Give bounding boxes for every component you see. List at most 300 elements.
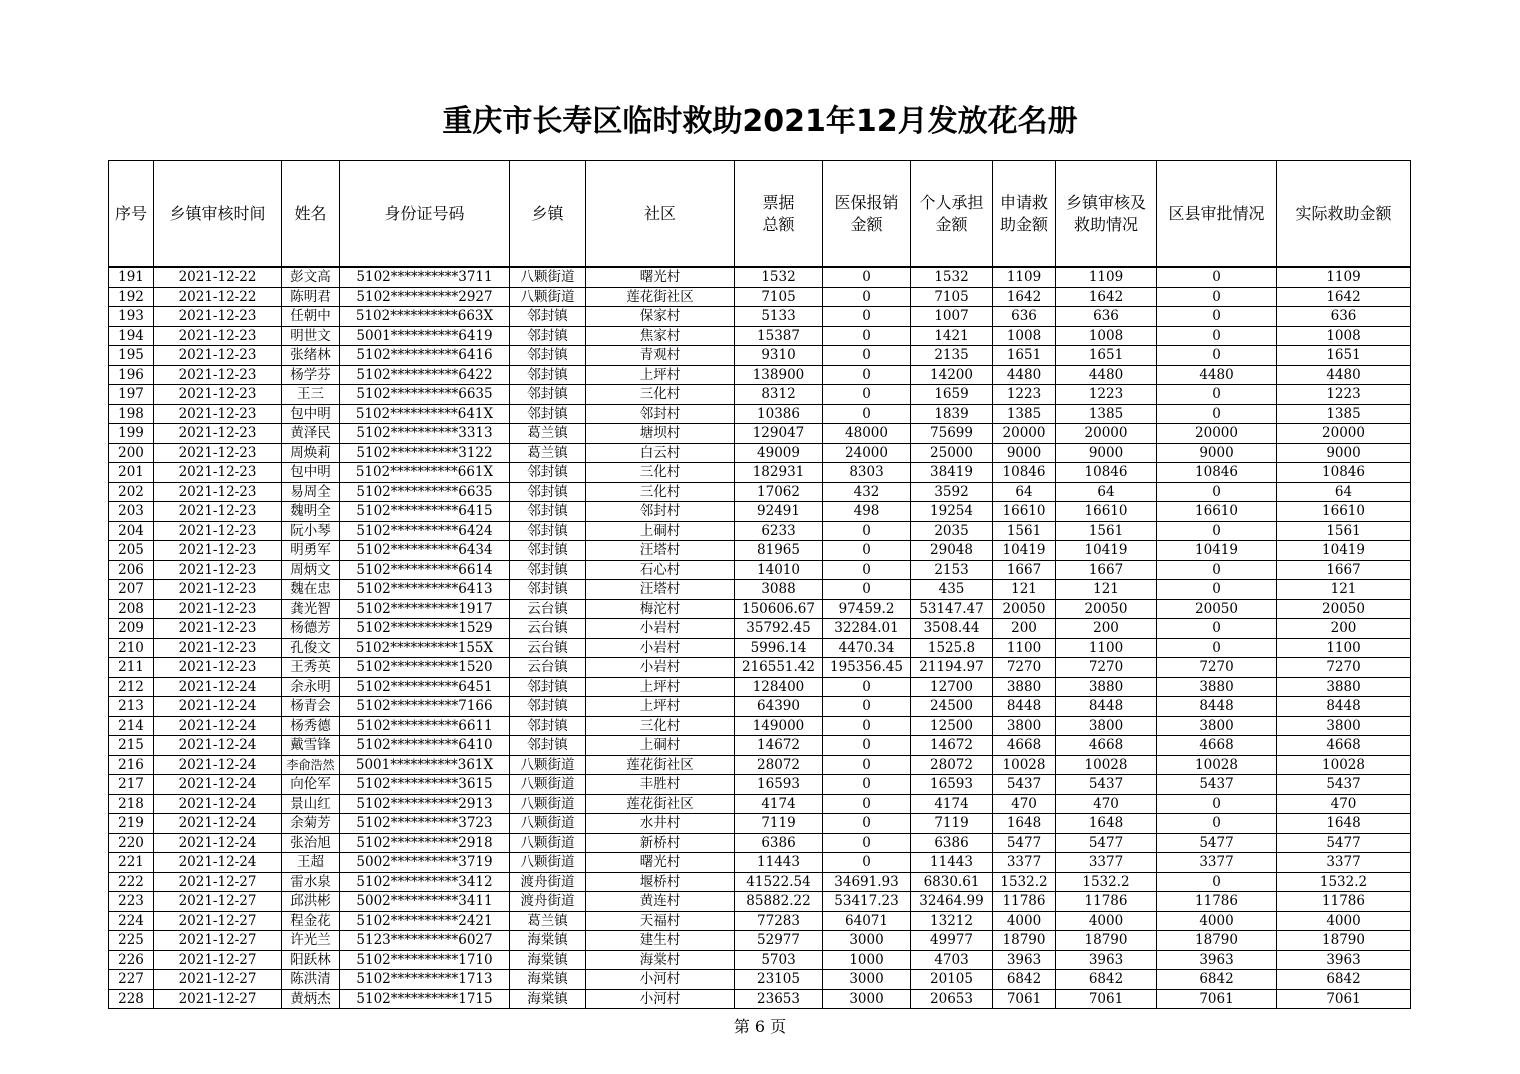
table-cell: 20050 bbox=[1157, 599, 1277, 619]
table-row bbox=[109, 658, 1411, 678]
table-cell: 邻封镇 bbox=[510, 307, 586, 327]
table-cell: 20000 bbox=[1157, 424, 1277, 444]
table-cell: 4174 bbox=[911, 794, 993, 814]
table-cell: 498 bbox=[823, 502, 911, 522]
table-cell: 2021-12-24 bbox=[154, 736, 282, 756]
table-cell: 8303 bbox=[823, 463, 911, 483]
table-cell: 1008 bbox=[1277, 326, 1411, 346]
table-cell: 6233 bbox=[735, 521, 823, 541]
table-row bbox=[109, 619, 1411, 639]
table-cell: 6842 bbox=[1056, 970, 1157, 990]
table-cell: 14672 bbox=[735, 736, 823, 756]
table-cell: 0 bbox=[1157, 619, 1277, 639]
table-cell: 5102**********661X bbox=[340, 463, 510, 483]
table-cell: 5437 bbox=[1157, 775, 1277, 795]
table-cell: 易周全 bbox=[282, 482, 340, 502]
table-cell: 3000 bbox=[823, 931, 911, 951]
table-cell: 邻封镇 bbox=[510, 502, 586, 522]
table-row bbox=[109, 794, 1411, 814]
table-cell: 32464.99 bbox=[911, 892, 993, 912]
table-cell: 陈明君 bbox=[282, 287, 340, 307]
table-cell: 196 bbox=[109, 365, 154, 385]
table-cell: 海棠村 bbox=[586, 950, 735, 970]
table-cell: 杨德芳 bbox=[282, 619, 340, 639]
column-header: 社区 bbox=[586, 161, 735, 268]
table-cell: 5102**********3122 bbox=[340, 443, 510, 463]
table-cell: 636 bbox=[993, 307, 1056, 327]
table-cell: 八颗街道 bbox=[510, 267, 586, 287]
column-header: 乡镇审核及 救助情况 bbox=[1056, 161, 1157, 268]
table-cell: 2021-12-24 bbox=[154, 794, 282, 814]
table-cell: 八颗街道 bbox=[510, 833, 586, 853]
table-cell: 9000 bbox=[1277, 443, 1411, 463]
table-cell: 20000 bbox=[1056, 424, 1157, 444]
table-cell: 5437 bbox=[1277, 775, 1411, 795]
table-cell: 7061 bbox=[993, 989, 1056, 1009]
table-cell: 20050 bbox=[1056, 599, 1157, 619]
table-row bbox=[109, 424, 1411, 444]
table-cell: 5102**********6422 bbox=[340, 365, 510, 385]
table-row bbox=[109, 697, 1411, 717]
table-cell: 64 bbox=[1056, 482, 1157, 502]
table-cell: 5102**********6434 bbox=[340, 541, 510, 561]
table-cell: 10028 bbox=[993, 755, 1056, 775]
table-cell: 邻封镇 bbox=[510, 677, 586, 697]
table-cell: 1100 bbox=[993, 638, 1056, 658]
table-cell: 217 bbox=[109, 775, 154, 795]
table-cell: 211 bbox=[109, 658, 154, 678]
table-cell: 11443 bbox=[911, 853, 993, 873]
table-cell: 435 bbox=[911, 580, 993, 600]
table-cell: 程金花 bbox=[282, 911, 340, 931]
table-cell: 24500 bbox=[911, 697, 993, 717]
table-cell: 7119 bbox=[735, 814, 823, 834]
table-cell: 5477 bbox=[1056, 833, 1157, 853]
table-cell: 1007 bbox=[911, 307, 993, 327]
table-cell: 7270 bbox=[1277, 658, 1411, 678]
table-cell: 1839 bbox=[911, 404, 993, 424]
table-cell: 0 bbox=[823, 307, 911, 327]
table-cell: 2021-12-27 bbox=[154, 872, 282, 892]
table-cell: 208 bbox=[109, 599, 154, 619]
table-cell: 97459.2 bbox=[823, 599, 911, 619]
table-cell: 2021-12-27 bbox=[154, 989, 282, 1009]
table-cell: 227 bbox=[109, 970, 154, 990]
table-cell: 0 bbox=[1157, 794, 1277, 814]
relief-roster-table bbox=[108, 160, 1411, 1009]
table-cell: 1651 bbox=[993, 346, 1056, 366]
table-cell: 2021-12-23 bbox=[154, 482, 282, 502]
table-cell: 209 bbox=[109, 619, 154, 639]
table-cell: 7061 bbox=[1277, 989, 1411, 1009]
table-cell: 0 bbox=[1157, 307, 1277, 327]
table-cell: 2021-12-23 bbox=[154, 541, 282, 561]
table-cell: 魏在忠 bbox=[282, 580, 340, 600]
table-cell: 207 bbox=[109, 580, 154, 600]
table-cell: 9000 bbox=[1157, 443, 1277, 463]
table-cell: 2153 bbox=[911, 560, 993, 580]
table-cell: 11786 bbox=[993, 892, 1056, 912]
table-cell: 0 bbox=[1157, 638, 1277, 658]
column-header: 身份证号码 bbox=[340, 161, 510, 268]
table-cell: 201 bbox=[109, 463, 154, 483]
table-cell: 10846 bbox=[1056, 463, 1157, 483]
table-cell: 1100 bbox=[1056, 638, 1157, 658]
table-cell: 2021-12-23 bbox=[154, 385, 282, 405]
table-cell: 余永明 bbox=[282, 677, 340, 697]
table-cell: 3800 bbox=[993, 716, 1056, 736]
table-cell: 10028 bbox=[1277, 755, 1411, 775]
table-cell: 23653 bbox=[735, 989, 823, 1009]
table-cell: 1109 bbox=[1277, 267, 1411, 287]
table-cell: 2021-12-23 bbox=[154, 307, 282, 327]
table-cell: 新桥村 bbox=[586, 833, 735, 853]
table-cell: 上坪村 bbox=[586, 365, 735, 385]
table-cell: 王秀英 bbox=[282, 658, 340, 678]
table-cell: 八颗街道 bbox=[510, 775, 586, 795]
table-cell: 魏明全 bbox=[282, 502, 340, 522]
table-cell: 8448 bbox=[1056, 697, 1157, 717]
table-cell: 9000 bbox=[1056, 443, 1157, 463]
table-cell: 5102**********2421 bbox=[340, 911, 510, 931]
table-cell: 曙光村 bbox=[586, 853, 735, 873]
table-cell: 0 bbox=[823, 775, 911, 795]
table-cell: 海棠镇 bbox=[510, 970, 586, 990]
table-cell: 203 bbox=[109, 502, 154, 522]
table-row bbox=[109, 385, 1411, 405]
table-row bbox=[109, 775, 1411, 795]
table-cell: 0 bbox=[1157, 482, 1277, 502]
table-cell: 2021-12-24 bbox=[154, 716, 282, 736]
table-cell: 4668 bbox=[993, 736, 1056, 756]
table-cell: 4000 bbox=[1157, 911, 1277, 931]
table-cell: 2035 bbox=[911, 521, 993, 541]
table-cell: 雷水泉 bbox=[282, 872, 340, 892]
table-cell: 14200 bbox=[911, 365, 993, 385]
table-cell: 三化村 bbox=[586, 716, 735, 736]
table-cell: 5437 bbox=[1056, 775, 1157, 795]
table-cell: 2021-12-27 bbox=[154, 911, 282, 931]
table-cell: 2021-12-23 bbox=[154, 365, 282, 385]
table-cell: 邻封镇 bbox=[510, 463, 586, 483]
table-cell: 5477 bbox=[1277, 833, 1411, 853]
table-cell: 470 bbox=[1056, 794, 1157, 814]
table-cell: 25000 bbox=[911, 443, 993, 463]
table-cell: 1532.2 bbox=[993, 872, 1056, 892]
table-cell: 20000 bbox=[1277, 424, 1411, 444]
table-cell: 5102**********3723 bbox=[340, 814, 510, 834]
table-cell: 6842 bbox=[1277, 970, 1411, 990]
table-cell: 明世文 bbox=[282, 326, 340, 346]
table-cell: 云台镇 bbox=[510, 599, 586, 619]
table-row bbox=[109, 736, 1411, 756]
table-cell: 3880 bbox=[993, 677, 1056, 697]
table-cell: 八颗街道 bbox=[510, 814, 586, 834]
table-cell: 堰桥村 bbox=[586, 872, 735, 892]
table-cell: 10028 bbox=[1157, 755, 1277, 775]
table-cell: 1008 bbox=[1056, 326, 1157, 346]
table-cell: 周焕莉 bbox=[282, 443, 340, 463]
table-cell: 1532 bbox=[911, 267, 993, 287]
table-cell: 2021-12-23 bbox=[154, 502, 282, 522]
table-cell: 21194.97 bbox=[911, 658, 993, 678]
table-cell: 0 bbox=[823, 677, 911, 697]
table-cell: 1642 bbox=[1056, 287, 1157, 307]
table-cell: 小岩村 bbox=[586, 658, 735, 678]
table-cell: 200 bbox=[993, 619, 1056, 639]
table-cell: 16593 bbox=[911, 775, 993, 795]
table-cell: 2021-12-27 bbox=[154, 931, 282, 951]
table-cell: 邻封镇 bbox=[510, 365, 586, 385]
table-cell: 20000 bbox=[993, 424, 1056, 444]
table-cell: 4480 bbox=[1277, 365, 1411, 385]
table-row bbox=[109, 814, 1411, 834]
table-cell: 5102**********6416 bbox=[340, 346, 510, 366]
table-cell: 7270 bbox=[1056, 658, 1157, 678]
table-cell: 636 bbox=[1277, 307, 1411, 327]
table-cell: 1667 bbox=[1056, 560, 1157, 580]
table-row bbox=[109, 989, 1411, 1009]
table-cell: 2021-12-27 bbox=[154, 970, 282, 990]
table-cell: 0 bbox=[1157, 580, 1277, 600]
table-cell: 77283 bbox=[735, 911, 823, 931]
table-cell: 邻封村 bbox=[586, 404, 735, 424]
table-cell: 梅沱村 bbox=[586, 599, 735, 619]
table-cell: 11786 bbox=[1157, 892, 1277, 912]
table-cell: 1223 bbox=[1056, 385, 1157, 405]
table-cell: 3880 bbox=[1157, 677, 1277, 697]
table-cell: 214 bbox=[109, 716, 154, 736]
table-cell: 1000 bbox=[823, 950, 911, 970]
table-cell: 195356.45 bbox=[823, 658, 911, 678]
table-cell: 200 bbox=[109, 443, 154, 463]
table-cell: 53147.47 bbox=[911, 599, 993, 619]
table-cell: 上硐村 bbox=[586, 521, 735, 541]
table-row bbox=[109, 970, 1411, 990]
table-cell: 226 bbox=[109, 950, 154, 970]
table-cell: 黄连村 bbox=[586, 892, 735, 912]
table-cell: 5102**********7166 bbox=[340, 697, 510, 717]
table-cell: 5102**********6635 bbox=[340, 482, 510, 502]
table-cell: 3000 bbox=[823, 989, 911, 1009]
table-cell: 5102**********6611 bbox=[340, 716, 510, 736]
table-cell: 5102**********2927 bbox=[340, 287, 510, 307]
table-cell: 1651 bbox=[1056, 346, 1157, 366]
table-cell: 许光兰 bbox=[282, 931, 340, 951]
table-cell: 3800 bbox=[1056, 716, 1157, 736]
table-cell: 0 bbox=[823, 346, 911, 366]
table-cell: 莲花街社区 bbox=[586, 755, 735, 775]
table-row bbox=[109, 833, 1411, 853]
table-cell: 10846 bbox=[1277, 463, 1411, 483]
table-cell: 3880 bbox=[1277, 677, 1411, 697]
table-cell: 219 bbox=[109, 814, 154, 834]
table-cell: 0 bbox=[823, 287, 911, 307]
table-cell: 王三 bbox=[282, 385, 340, 405]
table-cell: 5102**********3615 bbox=[340, 775, 510, 795]
table-cell: 包中明 bbox=[282, 404, 340, 424]
table-cell: 0 bbox=[823, 697, 911, 717]
column-header: 个人承担 金额 bbox=[911, 161, 993, 268]
table-cell: 6842 bbox=[993, 970, 1056, 990]
table-cell: 汪塔村 bbox=[586, 541, 735, 561]
table-cell: 1008 bbox=[993, 326, 1056, 346]
table-cell: 0 bbox=[823, 755, 911, 775]
table-cell: 2021-12-23 bbox=[154, 599, 282, 619]
table-cell: 138900 bbox=[735, 365, 823, 385]
table-cell: 6386 bbox=[735, 833, 823, 853]
table-cell: 1651 bbox=[1277, 346, 1411, 366]
table-cell: 1642 bbox=[993, 287, 1056, 307]
table-cell: 3800 bbox=[1157, 716, 1277, 736]
table-cell: 5477 bbox=[1157, 833, 1277, 853]
table-cell: 小岩村 bbox=[586, 638, 735, 658]
table-cell: 5102**********1713 bbox=[340, 970, 510, 990]
table-cell: 20050 bbox=[993, 599, 1056, 619]
table-cell: 3508.44 bbox=[911, 619, 993, 639]
table-row bbox=[109, 404, 1411, 424]
table-cell: 杨秀德 bbox=[282, 716, 340, 736]
table-cell: 1385 bbox=[1277, 404, 1411, 424]
table-cell: 1532 bbox=[735, 267, 823, 287]
table-cell: 14010 bbox=[735, 560, 823, 580]
table-cell: 11786 bbox=[1056, 892, 1157, 912]
table-cell: 0 bbox=[823, 833, 911, 853]
table-cell: 191 bbox=[109, 267, 154, 287]
table-cell: 5102**********6410 bbox=[340, 736, 510, 756]
table-cell: 1561 bbox=[1277, 521, 1411, 541]
table-cell: 0 bbox=[823, 814, 911, 834]
table-cell: 八颗街道 bbox=[510, 755, 586, 775]
table-cell: 曙光村 bbox=[586, 267, 735, 287]
table-row bbox=[109, 716, 1411, 736]
table-cell: 3377 bbox=[1157, 853, 1277, 873]
table-cell: 10846 bbox=[993, 463, 1056, 483]
table-cell: 0 bbox=[1157, 346, 1277, 366]
table-cell: 云台镇 bbox=[510, 619, 586, 639]
table-cell: 龚光智 bbox=[282, 599, 340, 619]
table-cell: 204 bbox=[109, 521, 154, 541]
table-cell: 莲花街社区 bbox=[586, 287, 735, 307]
table-cell: 92491 bbox=[735, 502, 823, 522]
table-cell: 阮小琴 bbox=[282, 521, 340, 541]
column-header: 区县审批情况 bbox=[1157, 161, 1277, 268]
table-cell: 5102**********6413 bbox=[340, 580, 510, 600]
table-cell: 212 bbox=[109, 677, 154, 697]
table-cell: 2021-12-23 bbox=[154, 463, 282, 483]
table-cell: 197 bbox=[109, 385, 154, 405]
table-cell: 5102**********1917 bbox=[340, 599, 510, 619]
table-row bbox=[109, 580, 1411, 600]
table-row bbox=[109, 307, 1411, 327]
table-cell: 4000 bbox=[1056, 911, 1157, 931]
table-cell: 195 bbox=[109, 346, 154, 366]
table-cell: 葛兰镇 bbox=[510, 911, 586, 931]
table-cell: 2021-12-23 bbox=[154, 658, 282, 678]
table-cell: 邻封镇 bbox=[510, 385, 586, 405]
table-cell: 渡舟街道 bbox=[510, 872, 586, 892]
column-header: 乡镇 bbox=[510, 161, 586, 268]
table-cell: 20653 bbox=[911, 989, 993, 1009]
table-cell: 18790 bbox=[1056, 931, 1157, 951]
table-cell: 64390 bbox=[735, 697, 823, 717]
table-cell: 5102**********641X bbox=[340, 404, 510, 424]
table-cell: 10846 bbox=[1157, 463, 1277, 483]
table-cell: 5102**********6415 bbox=[340, 502, 510, 522]
table-cell: 3088 bbox=[735, 580, 823, 600]
table-cell: 225 bbox=[109, 931, 154, 951]
table-cell: 0 bbox=[1157, 814, 1277, 834]
table-cell: 32284.01 bbox=[823, 619, 911, 639]
table-row bbox=[109, 521, 1411, 541]
table-row bbox=[109, 638, 1411, 658]
table-cell: 0 bbox=[1157, 872, 1277, 892]
table-cell: 1648 bbox=[993, 814, 1056, 834]
table-cell: 28072 bbox=[735, 755, 823, 775]
table-cell: 张治旭 bbox=[282, 833, 340, 853]
table-cell: 7061 bbox=[1056, 989, 1157, 1009]
table-cell: 11786 bbox=[1277, 892, 1411, 912]
table-cell: 王超 bbox=[282, 853, 340, 873]
column-header: 医保报销 金额 bbox=[823, 161, 911, 268]
table-cell: 213 bbox=[109, 697, 154, 717]
table-cell: 0 bbox=[823, 716, 911, 736]
table-cell: 41522.54 bbox=[735, 872, 823, 892]
table-cell: 杨青会 bbox=[282, 697, 340, 717]
table-cell: 0 bbox=[823, 521, 911, 541]
table-cell: 孔俊文 bbox=[282, 638, 340, 658]
table-cell: 5996.14 bbox=[735, 638, 823, 658]
table-row bbox=[109, 853, 1411, 873]
table-cell: 12500 bbox=[911, 716, 993, 736]
table-cell: 2021-12-23 bbox=[154, 521, 282, 541]
table-cell: 向伦军 bbox=[282, 775, 340, 795]
table-cell: 邻封镇 bbox=[510, 736, 586, 756]
table-cell: 2021-12-23 bbox=[154, 443, 282, 463]
table-row bbox=[109, 911, 1411, 931]
table-cell: 3377 bbox=[1056, 853, 1157, 873]
table-cell: 223 bbox=[109, 892, 154, 912]
table-cell: 18790 bbox=[1277, 931, 1411, 951]
table-cell: 2021-12-22 bbox=[154, 267, 282, 287]
table-cell: 1223 bbox=[993, 385, 1056, 405]
table-cell: 224 bbox=[109, 911, 154, 931]
table-cell: 10028 bbox=[1056, 755, 1157, 775]
table-cell: 八颗街道 bbox=[510, 794, 586, 814]
table-cell: 1223 bbox=[1277, 385, 1411, 405]
table-cell: 5102**********3711 bbox=[340, 267, 510, 287]
table-cell: 200 bbox=[1277, 619, 1411, 639]
table-cell: 1421 bbox=[911, 326, 993, 346]
table-cell: 1642 bbox=[1277, 287, 1411, 307]
table-cell: 李俞浩然 bbox=[282, 755, 340, 775]
table-cell: 222 bbox=[109, 872, 154, 892]
table-cell: 3963 bbox=[993, 950, 1056, 970]
table-cell: 2021-12-22 bbox=[154, 287, 282, 307]
table-cell: 4174 bbox=[735, 794, 823, 814]
table-cell: 1109 bbox=[1056, 267, 1157, 287]
table-cell: 194 bbox=[109, 326, 154, 346]
table-cell: 2021-12-23 bbox=[154, 638, 282, 658]
table-cell: 塘坝村 bbox=[586, 424, 735, 444]
table-cell: 0 bbox=[1157, 326, 1277, 346]
table-cell: 葛兰镇 bbox=[510, 424, 586, 444]
table-cell: 28072 bbox=[911, 755, 993, 775]
table-cell: 17062 bbox=[735, 482, 823, 502]
table-cell: 5102**********6635 bbox=[340, 385, 510, 405]
table-cell: 0 bbox=[823, 580, 911, 600]
table-cell: 0 bbox=[823, 794, 911, 814]
